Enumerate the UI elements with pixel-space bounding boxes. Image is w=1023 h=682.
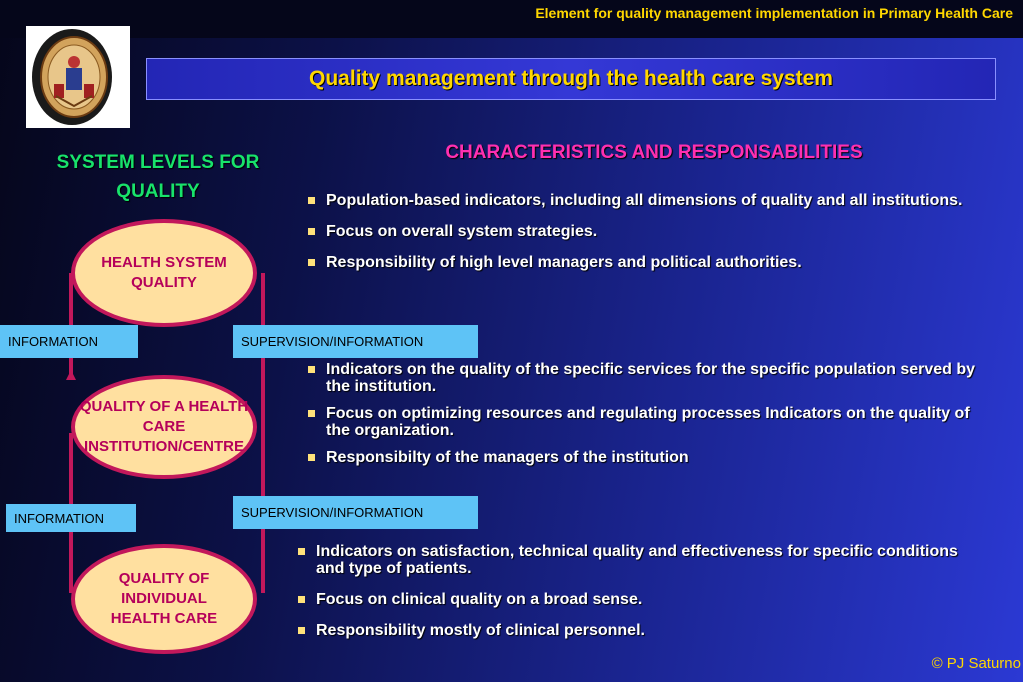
square-bullet-icon [308,228,315,235]
list-item: Indicators on the quality of the specific services for the specific population served by the institution. [308,361,998,395]
list-item: Focus on clinical quality on a broad sense. [298,591,978,608]
header-subtitle: Element for quality management implementation in Primary Health Care [535,5,1013,21]
list-item: Responsibility mostly of clinical personnel. [298,622,978,639]
square-bullet-icon [298,596,305,603]
list-item: Focus on optimizing resources and regulating processes Indicators on the quality of the organization. [308,405,998,439]
supervision-box-upper: SUPERVISION/INFORMATION [233,325,478,358]
level-label: QUALITY OF A HEALTH CARE INSTITUTION/CENTRE [79,398,249,455]
square-bullet-icon [308,259,315,266]
information-box-lower: INFORMATION [6,504,136,532]
information-box-upper: INFORMATION [0,325,138,358]
list-item: Focus on overall system strategies. [308,223,968,240]
square-bullet-icon [298,548,305,555]
level-label: QUALITY OF INDIVIDUAL HEALTH CARE [110,570,218,627]
levels-title: SYSTEM LEVELS FOR QUALITY [56,152,260,202]
university-seal-icon [26,26,130,128]
bullet-list-individual [298,543,978,639]
square-bullet-icon [308,410,315,417]
level-health-system [71,219,257,327]
supervision-box-lower: SUPERVISION/INFORMATION [233,496,478,529]
page-title-banner [146,58,996,100]
square-bullet-icon [308,197,315,204]
level-institution [71,375,257,479]
bullet-list-institution [308,361,998,466]
square-bullet-icon [308,366,315,373]
level-individual-care [71,544,257,654]
arrow-up-icon [66,370,76,380]
copyright-text: © PJ Saturno [931,655,1021,672]
characteristics-title: CHARACTERISTICS AND RESPONSABILITIES [445,142,863,163]
page-title: Quality management through the health care system [309,67,833,90]
list-item: Population-based indicators, including all dimensions of quality and all institutions. [308,192,968,209]
bullet-list-system [308,192,968,271]
list-item: Responsibility of high level managers and political authorities. [308,254,968,271]
square-bullet-icon [308,454,315,461]
list-item: Indicators on satisfaction, technical quality and effectiveness for specific conditions and type of patients. [298,543,978,577]
list-item: Responsibilty of the managers of the institution [308,449,998,466]
square-bullet-icon [298,627,305,634]
level-label: HEALTH SYSTEM QUALITY [101,254,227,291]
